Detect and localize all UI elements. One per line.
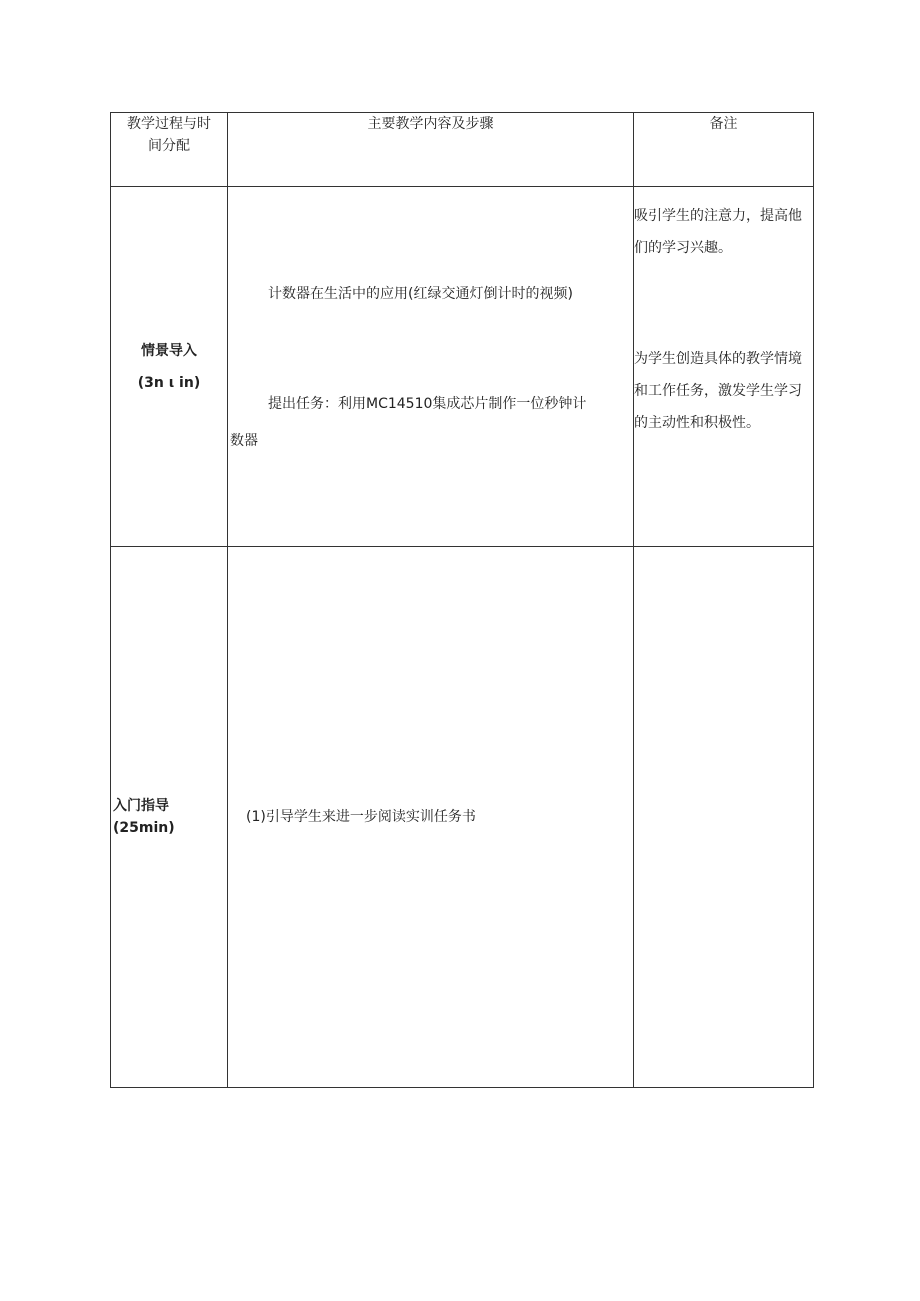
content-line: 计数器在生活中的应用(红绿交通灯倒计时的视频) <box>268 286 573 302</box>
header-content-cell <box>228 113 634 187</box>
phase-time-intro: (3n ι in) <box>137 374 201 391</box>
table-row <box>111 547 814 1088</box>
content-line: 提出任务：利用MC14510集成芯片制作一位秒钟计 <box>268 396 587 412</box>
notes-cell-guidance <box>634 547 814 1088</box>
header-phase: 教学过程与时间分配 <box>127 116 211 154</box>
phase-name-intro: 情景导入 <box>141 342 197 359</box>
notes-cell-intro <box>634 187 814 547</box>
content-line: (1)引导学生来进一步阅读实训任务书 <box>246 809 476 825</box>
table-header-row <box>111 113 814 187</box>
note-text: 为学生创造具体的教学情境和工作任务，激发学生学习的主动性和积极性。 <box>634 351 802 431</box>
content-cell-guidance <box>228 547 634 1088</box>
note-text: 吸引学生的注意力，提高他们的学习兴趣。 <box>634 208 802 256</box>
content-cell-intro <box>228 187 634 547</box>
phase-cell-guidance <box>111 547 228 1088</box>
lesson-plan-table <box>110 112 814 1088</box>
header-notes: 备注 <box>709 116 738 132</box>
header-notes-cell <box>634 113 814 187</box>
content-line: 数器 <box>230 433 258 449</box>
header-phase-cell <box>111 113 228 187</box>
phase-cell-intro <box>111 187 228 547</box>
table-row <box>111 187 814 547</box>
phase-name-guidance: 入门指导(25min) <box>113 798 175 836</box>
header-content: 主要教学内容及步骤 <box>367 116 494 132</box>
